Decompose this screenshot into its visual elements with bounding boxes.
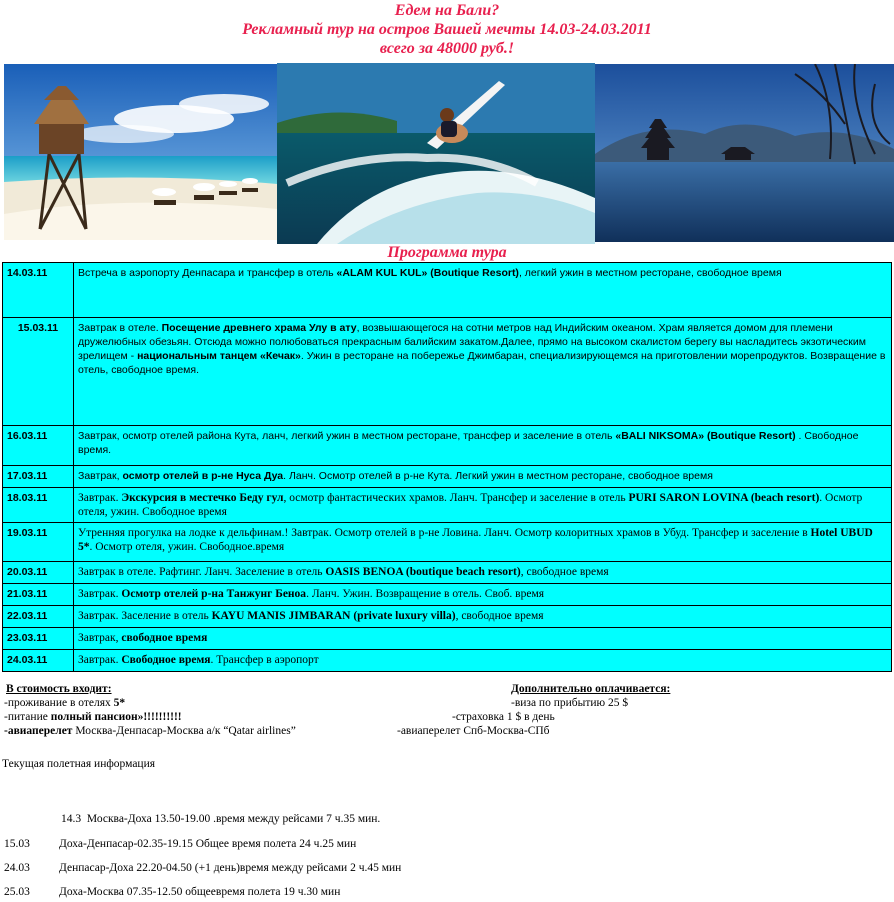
flight-info-title: Текущая полетная информация bbox=[2, 758, 156, 770]
program-description: Завтрак в отеле. Посещение древнего храма Улу в ату, возвышающегося на сотни метров над Индийским океаном. Храм является домом для племени дружелюбных обезьян. Отсюда можно полюбоваться прекрасным балийским закатом.Далее, прямо на высоком скалистом берегу вы насладитесь экзотическим зрелищем - национальным танцем «Кечак». Ужин в ресторане на побережье Джимбаран, специализирующемся на приготовлении морепродуктов. Возвращение в отель, свободное время. bbox=[74, 318, 892, 426]
program-description: Завтрак, свободное время bbox=[74, 628, 892, 650]
flight-row: 25.03 Доха-Москва 07.35-12.50 общеевремя полета 19 ч.30 мин bbox=[4, 886, 341, 898]
program-row bbox=[3, 628, 892, 650]
program-date: 19.03.11 bbox=[3, 523, 74, 562]
header-line-2: Рекламный тур на остров Вашей мечты 14.03-24.03.2011 bbox=[242, 21, 652, 38]
program-date: 21.03.11 bbox=[3, 584, 74, 606]
program-row bbox=[3, 466, 892, 488]
program-row bbox=[3, 488, 892, 523]
program-date: 22.03.11 bbox=[3, 606, 74, 628]
program-description: Завтрак, осмотр отелей района Кута, ланч, легкий ужин в местном ресторане, трансфер и заселение в отель «BALI NIKSOMA» (Boutique Resort) . Свободное время. bbox=[74, 426, 892, 466]
program-description: Завтрак. Осмотр отелей р-на Танжунг Беноа. Ланч. Ужин. Возвращение в отель. Своб. время bbox=[74, 584, 892, 606]
program-description: Завтрак. Заселение в отель KAYU MANIS JIMBARAN (private luxury villa), свободное время bbox=[74, 606, 892, 628]
program-row bbox=[3, 263, 892, 318]
header-line-1: Едем на Бали? bbox=[394, 2, 500, 19]
program-row bbox=[3, 562, 892, 584]
program-description: Утренняя прогулка на лодке к дельфинам.! Завтрак. Осмотр отелей в р-не Ловина. Ланч. Осмотр колоритных храмов в Убуд. Трансфер и заселение в Hotel UBUD 5*. Осмотр отеля, ужин. Свободное.время bbox=[74, 523, 892, 562]
header-line-3: всего за 48000 руб.! bbox=[379, 40, 515, 57]
program-date: 14.03.11 bbox=[3, 263, 74, 318]
program-row bbox=[3, 584, 892, 606]
extra-item-flight: -авиаперелет Спб-Москва-СПб bbox=[397, 725, 550, 737]
program-row bbox=[3, 426, 892, 466]
extra-item-insurance: -страховка 1 $ в день bbox=[452, 711, 555, 723]
flight-row: 14.3 Москва-Доха 13.50-19.00 .время между рейсами 7 ч.35 мин. bbox=[61, 813, 381, 825]
program-date: 17.03.11 bbox=[3, 466, 74, 488]
included-item-meals: -питание полный пансион»!!!!!!!!!! bbox=[4, 711, 182, 723]
photo-strip bbox=[0, 63, 894, 243]
extra-title: Дополнительно оплачивается: bbox=[511, 683, 671, 695]
included-item-flight: -авиаперелет Москва-Денпасар-Москва а/к “Qatar airlines” bbox=[4, 725, 296, 737]
program-description: Завтрак. Свободное время. Трансфер в аэропорт bbox=[74, 650, 892, 672]
program-date: 15.03.11 bbox=[3, 318, 74, 426]
beach-lifeguard-tower-photo bbox=[4, 64, 277, 240]
program-description: Встреча в аэропорту Денпасара и трансфер в отель «ALAM KUL KUL» (Boutique Resort), легкий ужин в местном ресторане, свободное время bbox=[74, 263, 892, 318]
program-date: 18.03.11 bbox=[3, 488, 74, 523]
program-row bbox=[3, 318, 892, 426]
program-date: 16.03.11 bbox=[3, 426, 74, 466]
program-date: 24.03.11 bbox=[3, 650, 74, 672]
program-description: Завтрак в отеле. Рафтинг. Ланч. Заселение в отель OASIS BENOA (boutique beach resort), свободное время bbox=[74, 562, 892, 584]
program-row bbox=[3, 523, 892, 562]
tour-header bbox=[0, 0, 894, 58]
extra-item-visa: -виза по прибытию 25 $ bbox=[511, 697, 629, 709]
program-title: Программа тура bbox=[387, 244, 507, 261]
program-date: 20.03.11 bbox=[3, 562, 74, 584]
program-description: Завтрак. Экскурсия в местечко Беду гул, осмотр фантастических храмов. Ланч. Трансфер и заселение в отель PURI SARON LOVINA (beach resort). Осмотр отеля, ужин. Свободное время bbox=[74, 488, 892, 523]
program-row bbox=[3, 650, 892, 672]
included-title: В стоимость входит: bbox=[6, 683, 112, 695]
program-row bbox=[3, 606, 892, 628]
included-item-hotels: -проживание в отелях 5* bbox=[4, 697, 126, 709]
surfer-wave-photo bbox=[277, 63, 595, 244]
lake-temple-photo bbox=[595, 64, 894, 242]
program-description: Завтрак, осмотр отелей в р-не Нуса Дуа. Ланч. Осмотр отелей в р-не Кута. Легкий ужин в местном ресторане, свободное время bbox=[74, 466, 892, 488]
flight-row: 15.03 Доха-Денпасар-02.35-19.15 Общее время полета 24 ч.25 мин bbox=[4, 838, 357, 850]
program-date: 23.03.11 bbox=[3, 628, 74, 650]
flight-row: 24.03 Денпасар-Доха 22.20-04.50 (+1 день)время между рейсами 2 ч.45 мин bbox=[4, 862, 402, 874]
program-table bbox=[2, 262, 892, 672]
